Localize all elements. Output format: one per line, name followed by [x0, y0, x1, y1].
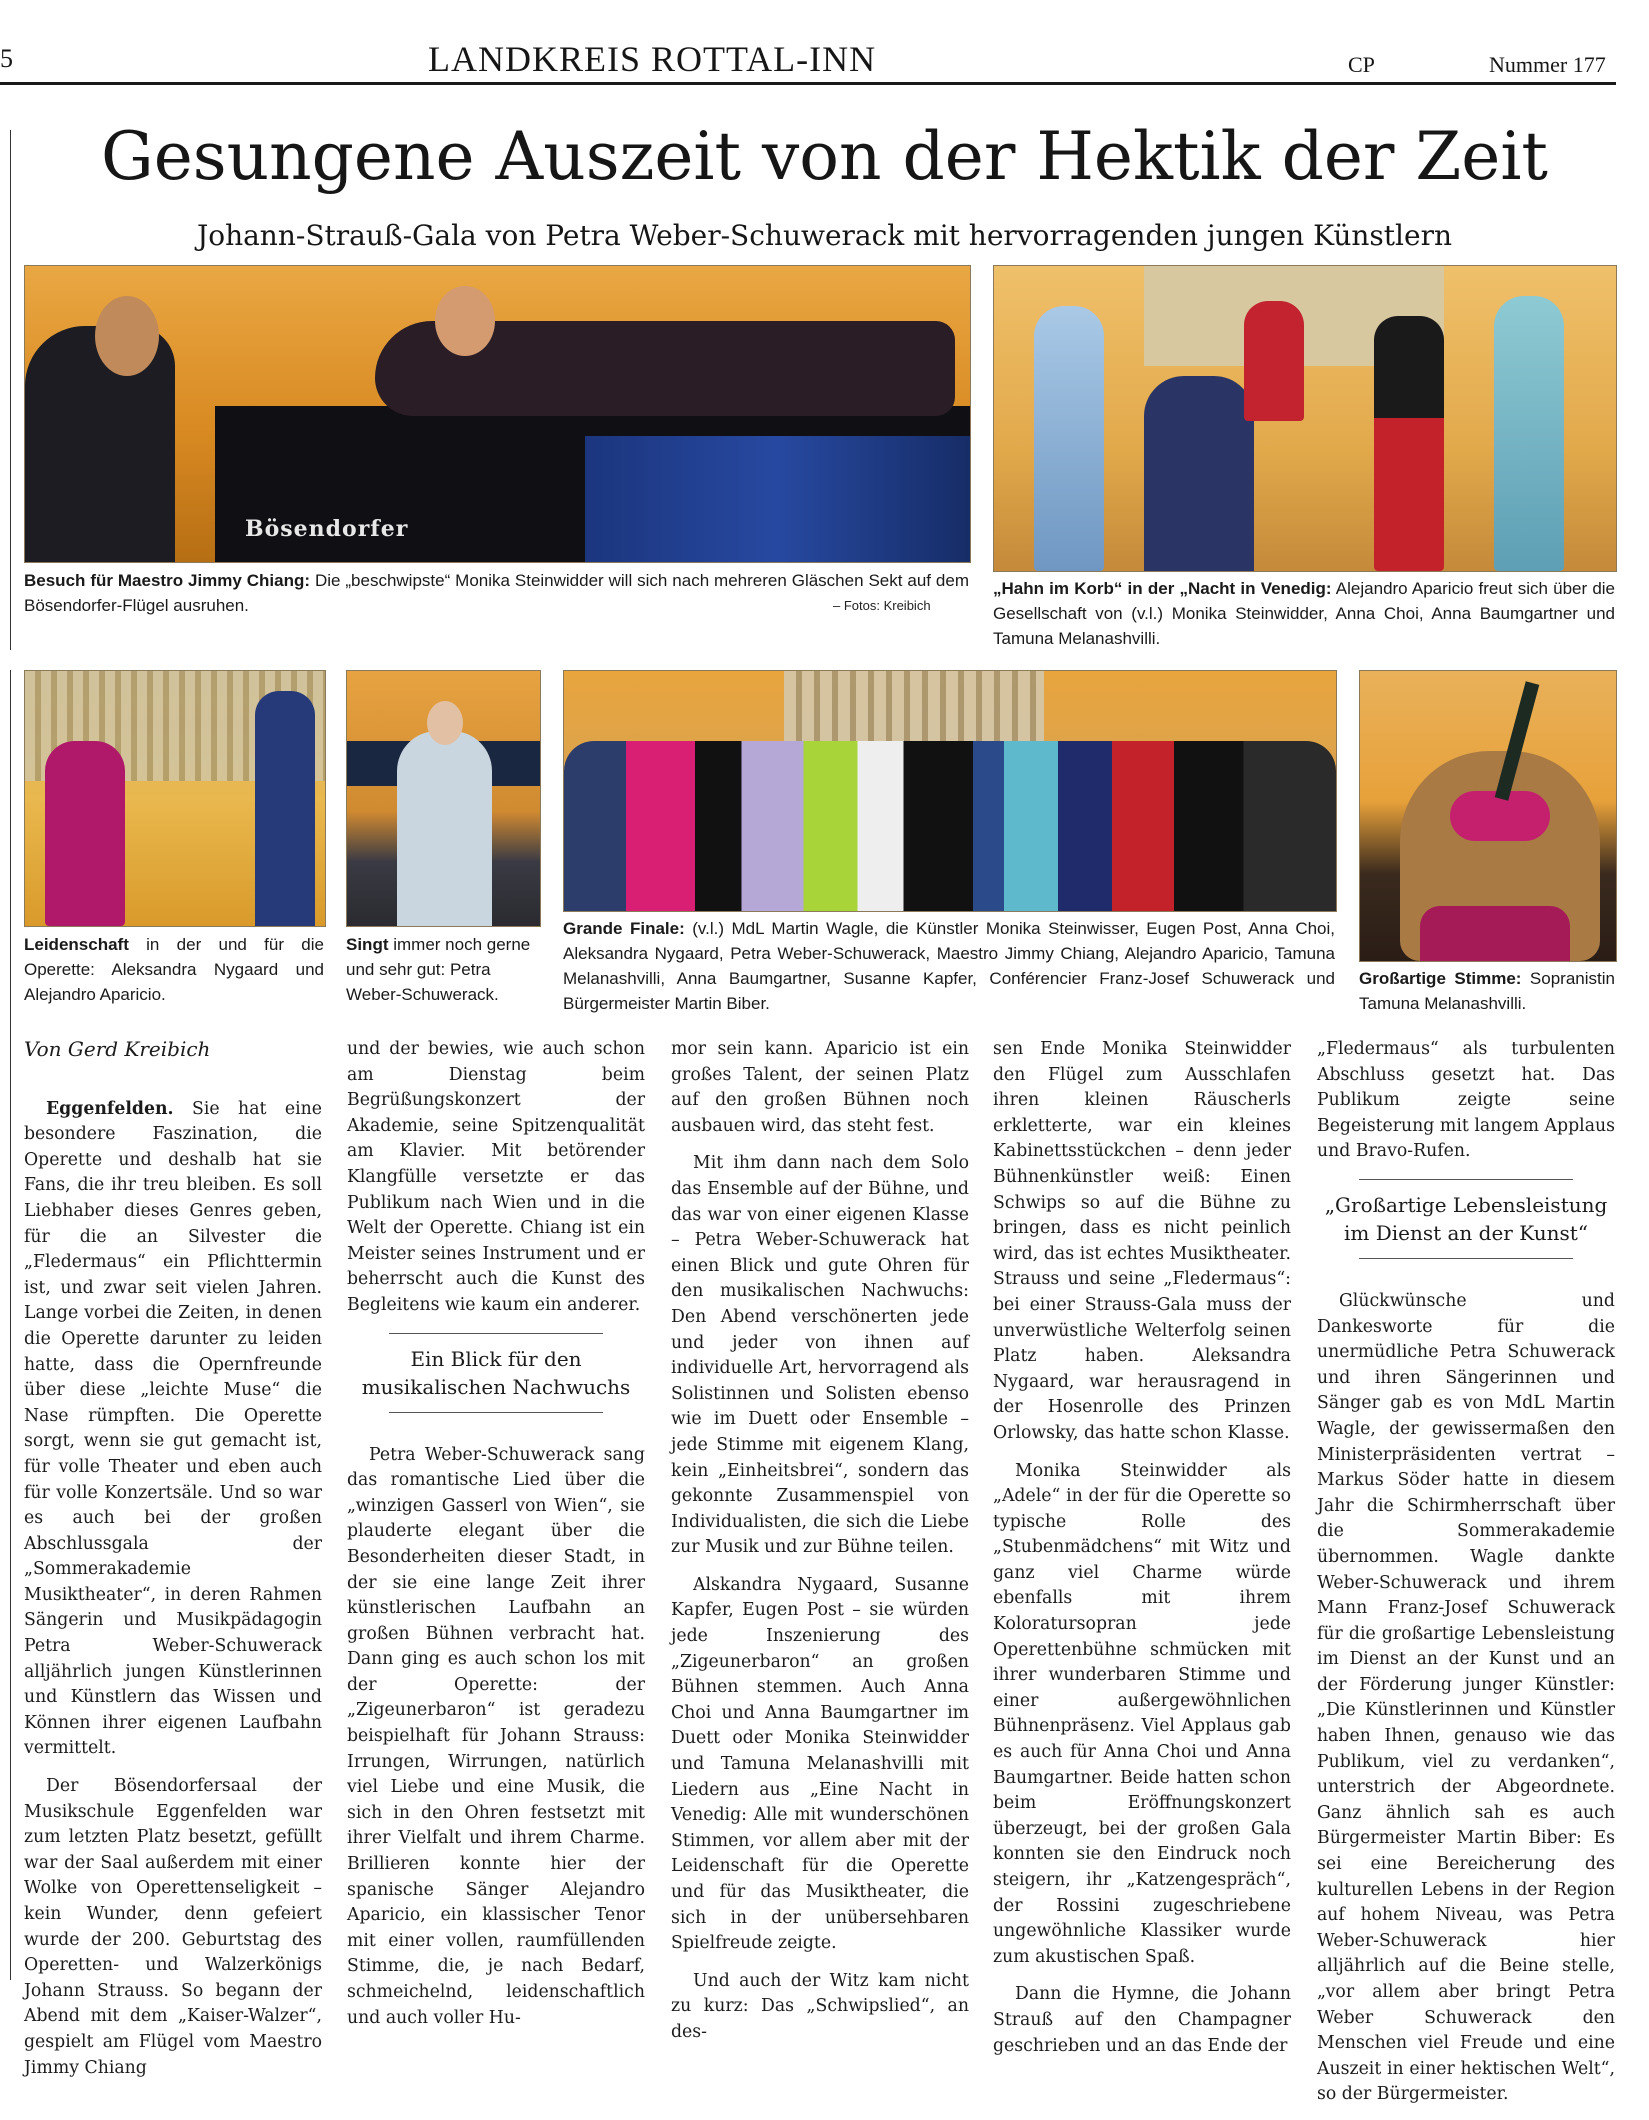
caption-piano-bold: Besuch für Maestro Jimmy Chiang: — [24, 571, 311, 590]
piano-reflection — [585, 436, 970, 562]
caption-stimme-text: Sopranistin Tamuna Melanashvilli. — [1359, 969, 1615, 1013]
paragraph-text: Sie hat eine besondere Faszination, die Operette und deshalb hat sie Fans, die ihr treu bleiben. Es soll Liebhaber dieses Genres geben, für die an Silvester die „Fledermaus“ ein Pflichttermin ist, und zwar seit vielen Jahren. Lange vorbei die Zeiten, in denen die Operette darunter zu leiden hatte, dass die Opernfreunde über diese „leichte Muse“ die Nase rümpften. Die Operette sorgt, wenn sie gut gemacht ist, für volle Theater und eben auch für volle Konzertsäle. Und so war es auch bei der großen Abschlussgala der „Sommerakademie Musiktheater“, in deren Rahmen Sängerin und Musikpädagogin Petra Weber-Schuwerack alljährlich jungen Künstlerinnen und Künstlern das Wissen und Können ihrer eigenen Laufbahn vermittelt. — [24, 1098, 322, 1759]
paragraph: Mit ihm dann nach dem Solo das Ensemble auf der Bühne, und das war von einer eigenen Klasse – Petra Weber-Schuwerack hat einen Blick und gute Ohren für den musikalischen Nachwuchs: Den Abend verschönerten jede und jeder von ihnen auf individuelle Art, hervorragend als Solistinnen und Solisten ebenso wie im Duett oder Ensemble – jede Stimme mit eigenem Klang, kein „Einheitsbrei“, sondern das gekonnte Zusammenspiel von Individualisten, die sich die Liebe zur Musik und zur Bühne teilen. — [671, 1153, 969, 1558]
caption-stimme-bold: Großartige Stimme: — [1359, 969, 1522, 988]
section-title: LANDKREIS ROTTAL-INN — [428, 39, 877, 79]
pianist-figure — [25, 326, 175, 562]
photo-leidenschaft — [24, 670, 326, 927]
photo-credit: – Fotos: Kreibich — [833, 598, 931, 613]
caption-finale — [563, 916, 1335, 1016]
singer-blue-dress — [1034, 306, 1104, 571]
article-column-2 — [347, 1037, 645, 2043]
photo-piano — [24, 265, 971, 563]
article-column-3 — [671, 1037, 969, 2058]
singer-magenta-dress — [45, 741, 125, 926]
paragraph: Alskandra Nygaard, Susanne Kapfer, Eugen Post – sie würden jede Inszenierung des „Zigeunerbaron“ an großen Bühnen stemmen. Auch Anna Choi und Anna Baumgartner im Duett oder Monika Steinwidder und Tamuna Melanashvilli mit Liedern aus „Eine Nacht in Venedig: Alle mit wunderschönen Stimmen, vor allem aber mit der Leidenschaft für die Operette und für das Musiktheater, die sich in der unübersehbaren Spielfreude zeigte. — [671, 1574, 969, 1954]
dateline: Eggenfelden. — [46, 1098, 174, 1119]
ensemble-group — [564, 741, 1336, 911]
tenor-blue-suit — [255, 691, 315, 926]
paragraph: Monika Steinwidder als „Adele“ in der für die Operette so typische Rolle des „Stubenmädchens“ mit Witz und ganz viel Charme würde ebenfalls mit ihrem Koloratursopran jede Operettenbühne schmücken mit ihrer wunderbaren Stimme und einer außergewöhnlichen Bühnenpräsenz. Viel Applaus gab es auch für Anna Choi und Anna Baumgartner. Beide hatten schon beim Eröffnungskonzert überzeugt, bei der großen Gala konnten sie den Eindruck noch steigern, ihr „Katzengespräch“, der Rossini zugeschriebene ungewöhnliche Klassiker wurde zum akustischen Spaß. — [993, 1460, 1291, 1967]
caption-finale-text: (v.l.) MdL Martin Wagle, die Künstler Monika Steinwisser, Eugen Post, Anna Choi, Aleksandra Nygaard, Petra Weber-Schuwerack, Maestro Jimmy Chiang, Alejandro Aparicio, Tamuna Melanashvilli, Anna Baumgartner, Susanne Kapfer, Conférencier Franz-Josef Schuwerack und Bürgermeister Martin Biber. — [563, 919, 1336, 1013]
edition-code: CP — [1348, 52, 1375, 77]
piano-logo: Bösendorfer — [245, 516, 409, 542]
byline: Von Gerd Kreibich — [24, 1037, 211, 1061]
paragraph: Und auch der Witz kam nicht zu kurz: Das „Schwipslied“, an des- — [671, 1970, 969, 2042]
issue-number: Nummer 177 — [1489, 52, 1606, 77]
caption-finale-bold: Grande Finale: — [563, 919, 685, 938]
paragraph: und der bewies, wie auch schon am Dienstag beim Begrüßungskonzert der Akademie, seine Spitzenqualität am Klavier. Mit betörender Klangfülle versetzte er das Publikum nach Wien und in die Welt der Operette. Chiang ist ein Meister seines Instrument und er beherrscht auch die Kunst des Begleitens wie kaum ein anderer. — [347, 1039, 645, 1315]
paragraph: Petra Weber-Schuwerack sang das romantische Lied über die „winzigen Gasserl von Wien“, sie plauderte elegant über die Besonderheiten dieser Stadt, in der sie eine lange Zeit ihrer künstlerischen Laufbahn an großen Bühnen verbracht hat. Dann ging es auch schon los mit der Operette: der „Zigeunerbaron“ ist geradezu beispielhaft für Johann Strauss: Irrungen, Wirrungen, natürlich viel Liebe und eine Musik, die sich in den Ohren festsetzt mit ihrer Vielfalt und ihrem Charme. Brillieren konnte hier der spanische Sänger Alejandro Aparicio, ein klassischer Tenor mit einer vollen, raumfüllenden Stimme, die, je nach Bedarf, schmeichelnd, leidenschaftlich und auch voller Hu- — [347, 1444, 645, 2028]
caption-leidenschaft — [24, 932, 324, 1007]
sequin-dress — [1420, 906, 1570, 961]
photo-singt — [346, 670, 541, 927]
photo-venedig — [993, 265, 1617, 572]
tenor-suit — [1144, 376, 1254, 571]
left-margin-rule — [10, 130, 11, 650]
paragraph: mor sein kann. Aparicio ist ein großes Talent, der seinen Platz auf den großen Bühnen noch ausbauen wird, das steht fest. — [671, 1039, 969, 1136]
singer-red-dress — [1244, 301, 1304, 421]
caption-singt-text: immer noch gerne und sehr gut: Petra Weber-Schuwerack. — [346, 935, 531, 1004]
caption-stimme — [1359, 966, 1615, 1016]
subheadline: Johann-Strauß-Gala von Petra Weber-Schuwerack mit hervorragenden jungen Künstlern — [197, 219, 1452, 252]
paragraph: „Fledermaus“ als turbulenten Abschluss gesetzt hat. Das Publikum zeigte seine Begeisterung mit langem Applaus und Bravo-Rufen. — [1317, 1039, 1615, 1162]
caption-piano-text: Die „beschwipste“ Monika Steinwidder will sich nach mehreren Gläschen Sekt auf dem Bösendorfer-Flügel ausruhen. — [24, 571, 970, 615]
left-margin-rule-lower — [10, 670, 11, 1980]
header-rule — [0, 82, 1616, 85]
singer-head — [427, 701, 463, 745]
subheading-lebensleistung: „Großartige Lebensleistung im Dienst an der Kunst“ — [1317, 1179, 1615, 1259]
page-number: 5 — [0, 44, 13, 73]
article-column-1 — [24, 1037, 322, 2093]
article-column-4 — [993, 1037, 1291, 2071]
article-column-5 — [1317, 1037, 1615, 2120]
pianist-head — [95, 296, 159, 376]
subheading-nachwuchs: Ein Blick für den musikalischen Nachwuchs — [347, 1333, 645, 1413]
paragraph — [24, 1097, 322, 1762]
caption-singt — [346, 932, 539, 1007]
caption-singt-bold: Singt — [346, 935, 389, 954]
caption-leidenschaft-text: in der und für die Operette: Aleksandra Nygaard und Alejandro Aparicio. — [24, 935, 324, 1004]
paragraph: Dann die Hymne, die Johann Strauß auf den Champagner geschrieben und an das Ende der — [993, 1984, 1291, 2056]
singer-teal-dress — [1494, 296, 1564, 571]
paragraph: Glückwünsche und Dankesworte für die unermüdliche Petra Schuwerack und ihren Sängerinnen und Sänger gab es von MdL Martin Wagle, der gewissermaßen den Ministerpräsidenten vertrat – Markus Söder hatte in diesem Jahr die Schirmherrschaft über die Sommerakademie übernommen. Wagle dankte Weber-Schuwerack und ihrem Mann Franz-Josef Schuwerack für die großartige Lebensleistung im Dienst an der Kunst und an der Förderung junger Künstler: „Die Künstlerinnen und Künstler haben Ihnen, genauso wie das Publikum, viel zu verdanken“, unterstrich der Abgeordnete. Ganz ähnlich sah es auch Bürgermeister Martin Biber: Es sei eine Bereicherung des kulturellen Lebens in der Region auf hohem Niveau, was Petra Weber-Schuwerack hier alljährlich auf die Beine stelle, „vor allem aber bringt Petra Weber Schuwerack den Menschen viel Freude und eine Auszeit in einer hektischen Welt“, so der Bürgermeister. — [1317, 1290, 1615, 2105]
caption-piano — [24, 568, 969, 618]
photo-stimme — [1359, 670, 1617, 962]
photo-finale — [563, 670, 1337, 912]
caption-leidenschaft-bold: Leidenschaft — [24, 935, 129, 954]
singer-head — [435, 286, 495, 356]
singer-red-trousers — [1374, 316, 1444, 571]
caption-venedig-text: Alejandro Aparicio freut sich über die Gesellschaft von (v.l.) Monika Steinwidder, Anna Choi, Anna Baumgartner und Tamuna Melanashvilli. — [993, 579, 1616, 648]
singer-white-jacket — [397, 731, 492, 926]
caption-venedig-bold: „Hahn im Korb“ in der „Nacht in Venedig: — [993, 579, 1332, 598]
paragraph: sen Ende Monika Steinwidder den Flügel zum Ausschlafen ihren kleinen Räuscherls erkletterte, war ein kleines Kabinettsstückchen – denn jeder Bühnenkünstler weiß: Einen Schwips so auf die Bühne zu bringen, dass es nicht peinlich wird, das ist echtes Musiktheater. Strauss und seine „Fledermaus“: bei einer Strauss-Gala muss der unverwüstliche Welterfolg seinen Platz haben. Aleksandra Nygaard, war herausragend in der Hosenrolle des Prinzen Orlowsky, das hatte schon Klasse. — [993, 1039, 1291, 1443]
paragraph: Der Bösendorfersaal der Musikschule Eggenfelden war zum letzten Platz besetzt, gefüllt war der Saal außerdem mit einer Wolke von Operettenseligkeit – kein Wunder, denn gefeiert wurde der 200. Geburtstag des Operetten- und Walzerkönigs Johann Strauss. So begann der Abend mit dem „Kaiser-Walzer“, gespielt am Flügel vom Maestro Jimmy Chiang — [24, 1776, 322, 2078]
caption-venedig — [993, 576, 1615, 651]
headline: Gesungene Auszeit von der Hektik der Zeit — [101, 118, 1548, 195]
